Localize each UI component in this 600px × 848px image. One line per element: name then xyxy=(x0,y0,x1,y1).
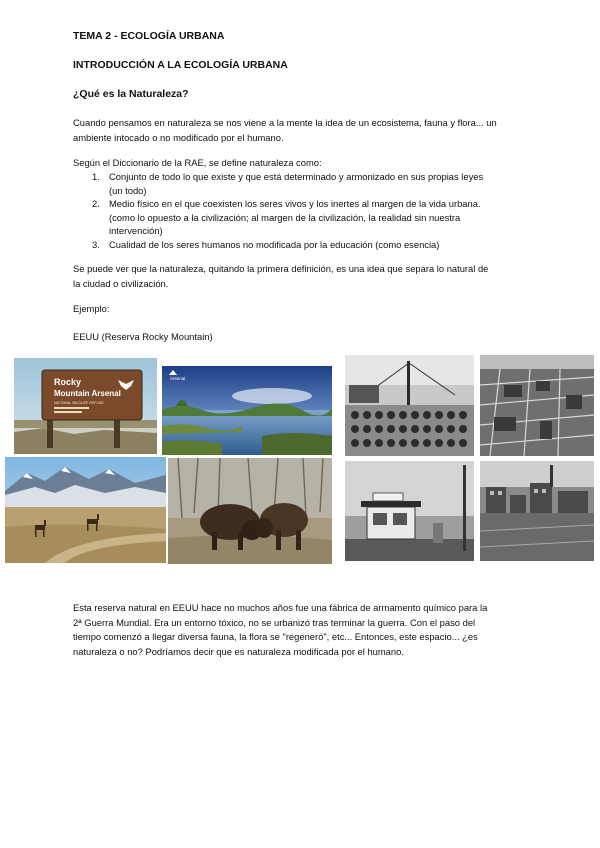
list-item-line: Conjunto de todo lo que existe y que está determinado y armonizado en sus propias leyes xyxy=(109,171,484,182)
example-label: Ejemplo: xyxy=(73,303,110,314)
bison-photo xyxy=(168,458,332,564)
paragraph-line: tiempo comenzó a llegar diversa fauna, la flora se "regeneró", etc... Entonces, este espacio... ¿es xyxy=(73,631,478,642)
paragraph-intro xyxy=(73,116,531,145)
rae-intro: Según el Diccionario de la RAE, se define naturaleza como: xyxy=(73,157,322,168)
list-item xyxy=(73,170,513,197)
paragraph-line: 2ª Guerra Mundial. Era un entorno tóxico, no se urbanizó tras terminar la guerra. Con el paso del xyxy=(73,616,476,628)
deer-mountain-photo xyxy=(5,457,166,563)
sign-text: Mountain Arsenal xyxy=(54,389,121,398)
list-item-line: intervención) xyxy=(109,225,163,237)
sign-text: Rocky xyxy=(54,377,82,387)
tema-title: TEMA 2 - ECOLOGÍA URBANA xyxy=(73,30,225,42)
paragraph-line: Esta reserva natural en EEUU hace no muchos años fue una fábrica de armamento químico para la xyxy=(73,602,488,613)
paragraph-line: Se puede ver que la naturaleza, quitando la primera definición, es una idea que separa lo natural de xyxy=(73,263,489,274)
question-heading: ¿Qué es la Naturaleza? xyxy=(73,88,189,100)
definitions-list xyxy=(73,170,513,252)
list-item-line: Cualidad de los seres humanos no modificada por la educación (como esencia) xyxy=(109,238,440,250)
paragraph-conclusion xyxy=(73,262,531,291)
sign-text: NATIONAL WILDLIFE REFUGE xyxy=(54,401,104,405)
list-item xyxy=(73,238,513,252)
paragraph-line: Cuando pensamos en naturaleza se nos viene a la mente la idea de un ecosistema, fauna y flora... un xyxy=(73,117,497,128)
list-item-line: (como lo opuesto a la civilización; al margen de la civilización, la realidad sin nuestra xyxy=(109,211,461,223)
list-item-line: Medio físico en el que coexisten los seres vivos y los inertes al margen de la vida urbana. xyxy=(109,198,481,210)
example-place: EEUU (Reserva Rocky Mountain) xyxy=(73,331,213,342)
paragraph-reserve xyxy=(73,601,531,659)
industrial-buildings-photo xyxy=(480,461,594,561)
list-number: 1. xyxy=(92,171,100,182)
chemical-plant-photo-1 xyxy=(345,355,474,456)
intro-heading: INTRODUCCIÓN A LA ECOLOGÍA URBANA xyxy=(73,59,288,71)
list-item xyxy=(73,197,513,238)
wetland-lake-photo xyxy=(162,366,332,455)
paragraph-line: naturaleza o no? Podríamos decir que es naturaleza modificada por el humano. xyxy=(73,645,404,657)
chemical-plant-photo-2 xyxy=(480,355,594,456)
paragraph-line: la ciudad o civilización. xyxy=(73,277,169,289)
list-item-line: (un todo) xyxy=(109,184,147,196)
list-number: 3. xyxy=(92,238,100,250)
gate-kiosk-photo xyxy=(345,461,474,561)
lake-logo-text: Arsenal xyxy=(170,376,186,381)
list-number: 2. xyxy=(92,198,100,210)
paragraph-line: ambiente intocado o no modificado por el humano. xyxy=(73,131,284,143)
refuge-sign-photo xyxy=(14,358,157,454)
